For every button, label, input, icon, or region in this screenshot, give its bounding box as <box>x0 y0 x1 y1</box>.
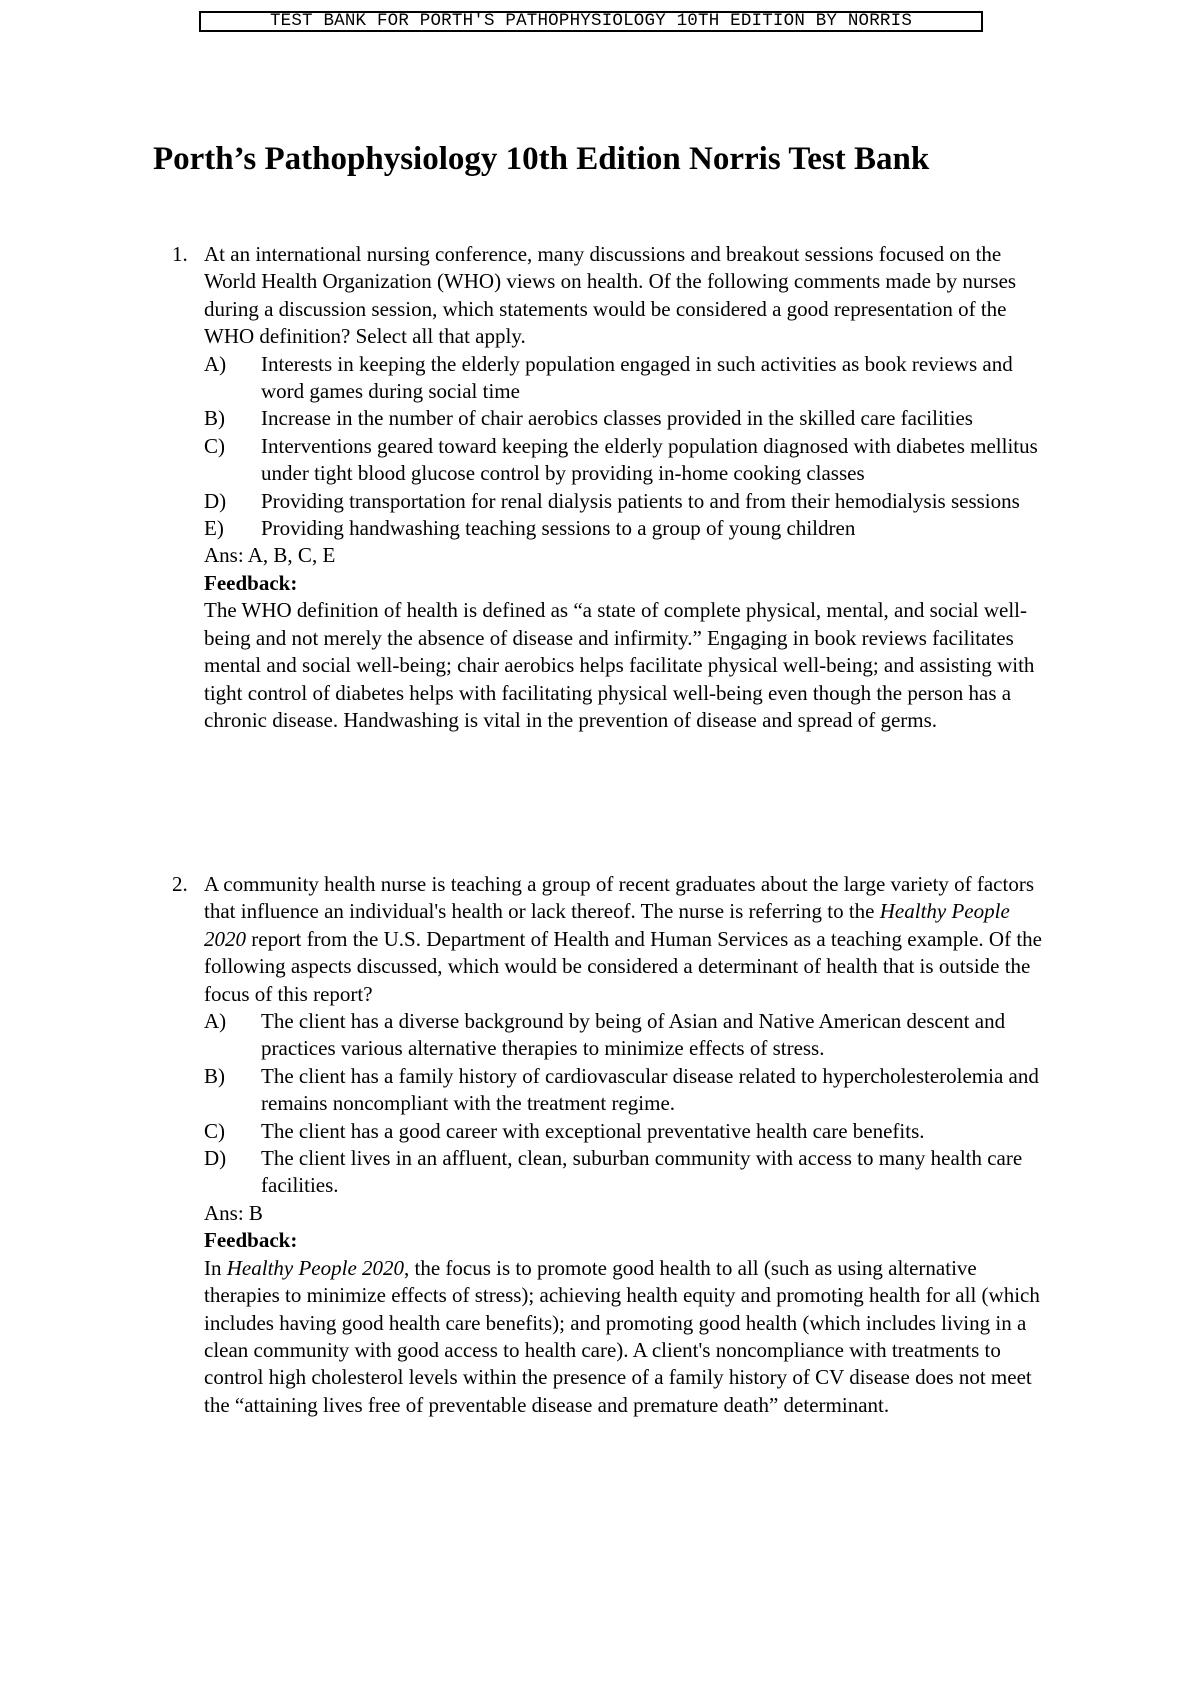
option-letter: D) <box>204 488 227 513</box>
report-title: Healthy People 2020 <box>204 899 1010 951</box>
option-text: Interventions geared toward keeping the elderly population diagnosed with diabetes mellitus under tight blood glucose control by providing in-home cooking classes <box>261 433 1038 486</box>
question-1 <box>172 241 1052 734</box>
option-text: Increase in the number of chair aerobics classes provided in the skilled care facilities <box>261 406 973 431</box>
answer-option-e <box>204 515 1052 542</box>
header-banner: TEST BANK FOR PORTH'S PATHOPHYSIOLOGY 10TH EDITION BY NORRIS <box>199 11 983 32</box>
question-2 <box>172 871 1052 1419</box>
question-number: 1. <box>172 242 188 266</box>
stem-text: report from the U.S. Department of Health and Human Services as a teaching example. Of the following aspects discussed, which would be considered a determinant of health that is outside the focus of this report? <box>204 926 1042 1006</box>
option-letter: A) <box>204 1009 227 1034</box>
option-text: The client has a family history of cardiovascular disease related to hypercholesterolemia and remains noncompliant with the treatment regime. <box>261 1063 1039 1116</box>
feedback-text-part: , the focus is to promote good health to all (such as using alternative therapies to minimize effects of stress); achieving health equity and promoting health for all (which includes having good health care benefits); and promoting good health (which includes living in a clean community with good access to health care). A client's noncompliance with treatments to control high cholesterol levels within the presence of a family history of CV disease does not meet the “attaining lives free of preventable disease and premature death” determinant. <box>204 1255 1040 1417</box>
feedback-label: Feedback: <box>204 1228 298 1253</box>
option-letter: C) <box>204 433 225 458</box>
answer-option-c <box>204 1118 1052 1145</box>
answer-option-d <box>204 1145 1052 1200</box>
answer-option-c <box>204 433 1052 488</box>
option-letter: B) <box>204 406 225 431</box>
option-letter: E) <box>204 516 224 541</box>
option-text: The client has a diverse background by being of Asian and Native American descent and practices various alternative therapies to minimize effects of stress. <box>261 1009 1006 1061</box>
option-letter: C) <box>204 1118 225 1143</box>
option-text: The client has a good career with exceptional preventative health care benefits. <box>261 1118 925 1143</box>
answer-option-a <box>204 351 1052 406</box>
question-stem: At an international nursing conference, many discussions and breakout sessions focused on the World Health Organization (WHO) views on health. Of the following comments made by nurses during a discussion session, which statements would be considered a good representation of the WHO definition? Select all that apply. <box>204 242 1017 349</box>
feedback-label: Feedback: <box>204 570 298 595</box>
feedback-text: The WHO definition of health is defined as “a state of complete physical, mental, and social well-being and not merely the absence of disease and infirmity.” Engaging in book reviews facilitates mental and social well-being; chair aerobics helps facilitate physical well-being; and assisting with tight control of diabetes helps with facilitating physical well-being even though the person has a chronic disease. Handwashing is vital in the prevention of disease and spread of germs. <box>204 598 1035 732</box>
stem-text: A community health nurse is teaching a group of recent graduates about the large variety of factors that influence an individual's health or lack thereof. The nurse is referring to the <box>204 872 1034 924</box>
feedback-text-part: In <box>204 1255 227 1280</box>
option-text: Interests in keeping the elderly population engaged in such activities as book reviews and word games during social time <box>261 351 1013 404</box>
answer-option-a <box>204 1008 1052 1063</box>
answer-option-b <box>204 1063 1052 1118</box>
option-text: Providing transportation for renal dialysis patients to and from their hemodialysis sessions <box>261 488 1020 513</box>
answer-key: Ans: A, B, C, E <box>204 543 336 568</box>
answer-option-d <box>204 488 1052 515</box>
report-title: Healthy People 2020 <box>226 1255 405 1280</box>
option-letter: B) <box>204 1063 225 1088</box>
option-text: The client lives in an affluent, clean, suburban community with access to many health care facilities. <box>261 1146 1023 1198</box>
option-letter: D) <box>204 1146 227 1171</box>
question-stem <box>204 871 1052 1008</box>
feedback-text <box>204 1255 1052 1419</box>
answer-key: Ans: B <box>204 1200 263 1225</box>
question-number: 2. <box>172 872 188 896</box>
page-title: Porth’s Pathophysiology 10th Edition Norris Test Bank <box>153 141 930 177</box>
answer-option-b <box>204 405 1052 432</box>
option-letter: A) <box>204 351 227 376</box>
option-text: Providing handwashing teaching sessions to a group of young children <box>261 516 856 541</box>
